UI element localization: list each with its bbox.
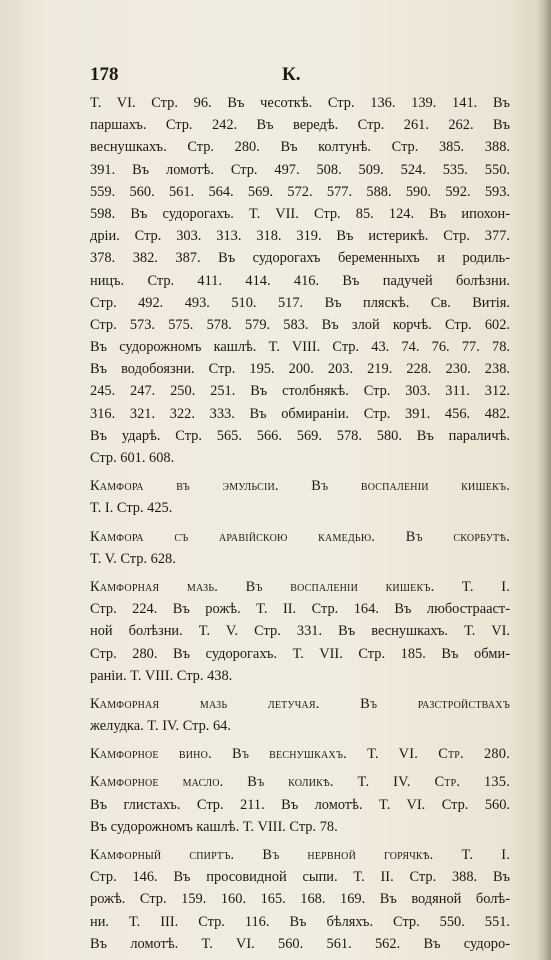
- text-line: 245. 247. 250. 251. Въ столбнякѣ. Стр. 303. 311. 312.: [90, 383, 510, 400]
- text-line: 378. 382. 387. Въ судорогахъ беременныхъ и родиль-: [90, 250, 510, 267]
- entry-heading-line: Камфорное масло. Въ коликѣ. T. IV. Стр. 135.: [90, 774, 510, 791]
- entry-heading-line: Камфорный спиртъ. Въ нервной горячкѣ. T. I.: [90, 847, 510, 863]
- text-line: рожѣ. Стр. 159. 160. 165. 168. 169. Въ водяной болѣ-: [90, 891, 510, 908]
- text-line: Въ судорожномъ кашлѣ. T. VIII. Стр. 43. 74. 76. 77. 78.: [90, 339, 510, 356]
- page-header: [90, 64, 510, 92]
- text-line: Стр. 280. Въ судорогахъ. T. VII. Стр. 185. Въ обми-: [90, 645, 510, 662]
- entry-heading-line: Камфорное вино. Въ веснушкахъ. T. VI. Стр. 280.: [90, 746, 510, 763]
- text-line: T. V. Стр. 628.: [90, 550, 176, 567]
- text-line: Стр. 573. 575. 578. 579. 583. Въ злой корчѣ. Стр. 602.: [90, 316, 510, 333]
- text-line: веснушкахъ. Стр. 280. Въ колтунѣ. Стр. 385. 388.: [90, 139, 510, 156]
- text-line: Въ ударѣ. Стр. 565. 566. 569. 578. 580. Въ параличѣ.: [90, 427, 510, 444]
- entry-heading-line: Камфора съ аравійскою камедью. Въ скорбутѣ.: [90, 528, 510, 545]
- text-line: T. I. Стр. 425.: [90, 500, 173, 517]
- text-line: дріи. Стр. 303. 313. 318. 319. Въ истерикѣ. Стр. 377.: [90, 228, 510, 245]
- entry-heading-line: Камфорная мазь летучая. Въ разстройствахъ: [90, 695, 510, 712]
- entry-heading-line: Камфорная мазь. Въ воспаленіи кишекъ. T. I.: [90, 578, 510, 595]
- text-line: ной болѣзни. T. V. Стр. 331. Въ веснушкахъ. T. VI.: [90, 623, 510, 640]
- text-line: Стр. 146. Въ просовидной сыпи. T. II. Стр. 388. Въ: [90, 869, 510, 886]
- text-line: желудка. T. IV. Стр. 64.: [90, 718, 231, 735]
- text-line: 559. 560. 561. 564. 569. 572. 577. 588. 590. 592. 593.: [90, 183, 510, 200]
- text-line: ницъ. Стр. 411. 414. 416. Въ падучей болѣзни.: [90, 272, 510, 289]
- text-line: Въ глистахъ. Стр. 211. Въ ломотѣ. T. VI. Стр. 560.: [90, 796, 510, 813]
- text-line: Стр. 224. Въ рожѣ. T. II. Стр. 164. Въ любострааст-: [90, 601, 510, 618]
- text-line: паршахъ. Стр. 242. Въ вередѣ. Стр. 261. 262. Въ: [90, 117, 510, 134]
- text-line: Въ водобоязни. Стр. 195. 200. 203. 219. 228. 230. 238.: [90, 361, 510, 378]
- text-line: Въ судорожномъ кашлѣ. T. VIII. Стр. 78.: [90, 818, 338, 835]
- text-line: Въ ломотѣ. T. VI. 560. 561. 562. Въ судоро-: [90, 935, 510, 952]
- index-text-block: [90, 92, 510, 955]
- text-line: раніи. T. VIII. Стр. 438.: [90, 667, 233, 684]
- text-line: 391. Въ ломотѣ. Стр. 497. 508. 509. 524. 535. 550.: [90, 161, 510, 178]
- text-line: 598. Въ судорогахъ. T. VII. Стр. 85. 124. Въ ипохон-: [90, 205, 510, 222]
- text-line: Стр. 601. 608.: [90, 450, 175, 466]
- page-edge-shadow: [537, 0, 551, 960]
- text-line: 316. 321. 322. 333. Въ обмираніи. Стр. 391. 456. 482.: [90, 405, 510, 422]
- page-number: 178: [90, 64, 119, 85]
- text-line: T. VI. Стр. 96. Въ чесоткѣ. Стр. 136. 139. 141. Въ: [90, 95, 510, 111]
- entry-heading-line: Камфора въ эмульсіи. Въ воспаленіи кишекъ.: [90, 478, 510, 495]
- text-line: Стр. 492. 493. 510. 517. Въ пляскѣ. Св. Витія.: [90, 294, 510, 311]
- text-line: ни. T. III. Стр. 116. Въ бѣляхъ. Стр. 550. 551.: [90, 913, 510, 930]
- running-head: К.: [282, 64, 301, 85]
